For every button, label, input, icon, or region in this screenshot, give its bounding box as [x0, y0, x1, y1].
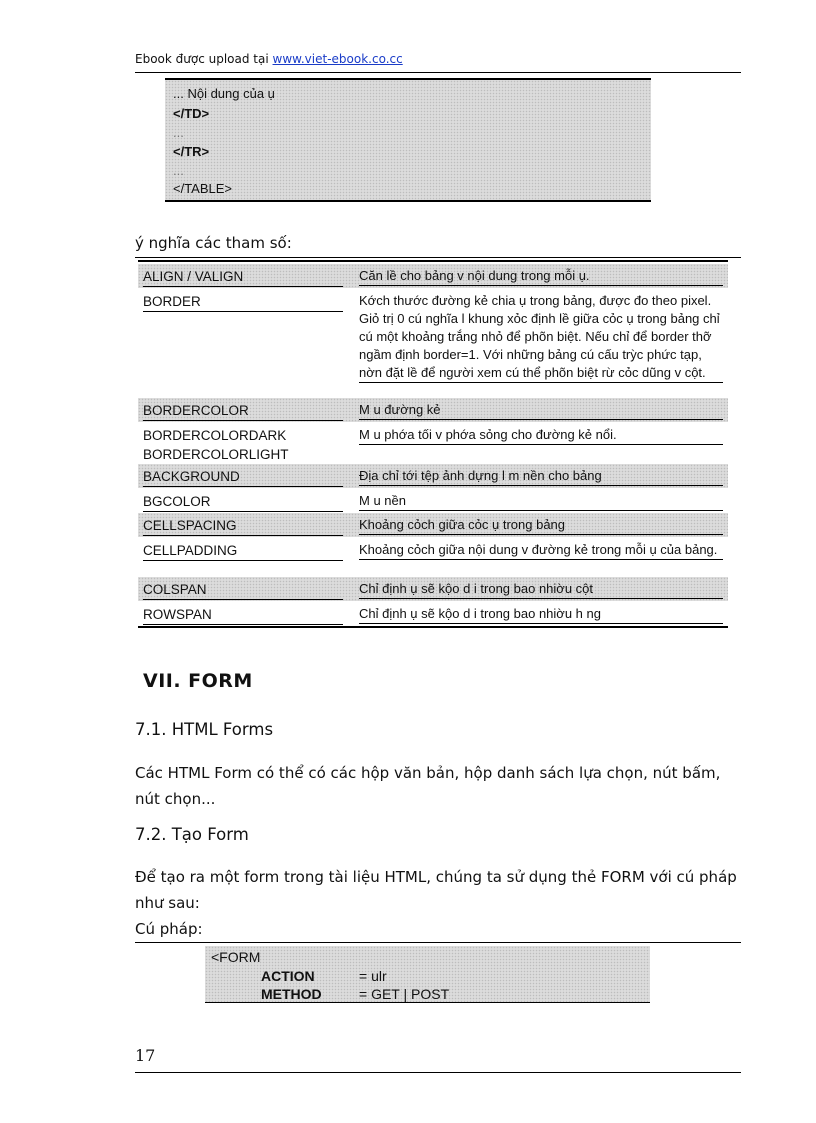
header-text: Ebook được upload tại [135, 52, 273, 66]
param-value: M u nền [359, 492, 723, 511]
subsection-heading: 7.2. Tạo Form [135, 825, 249, 844]
param-value: Chỉ định ụ sẽ kộo d i trong bao nhiờu cột [359, 580, 723, 599]
code-block-form-syntax [205, 946, 650, 1003]
table-row [138, 423, 728, 463]
table-row [138, 577, 728, 601]
code-line: ... [173, 125, 184, 140]
page-header [135, 52, 403, 66]
param-key: CELLSPACING [143, 516, 343, 536]
footer-divider [135, 1072, 741, 1073]
page-number: 17 [135, 1046, 156, 1065]
table-row [138, 602, 728, 624]
table-row [138, 489, 728, 512]
param-value: Khoảng cỏch giữa cỏc ụ trong bảng [359, 516, 723, 535]
param-key: BORDERCOLORDARK BORDERCOLORLIGHT [143, 426, 343, 465]
divider [135, 942, 741, 943]
param-key: CELLPADDING [143, 541, 343, 561]
param-key: BACKGROUND [143, 467, 343, 487]
params-title: ý nghĩa các tham số: [135, 234, 292, 252]
code-line: ... [173, 163, 184, 178]
param-value: Địa chỉ tới tệp ảnh dựng l m nền cho bảng [359, 467, 723, 486]
code-line: </TR> [173, 144, 210, 159]
code-block-table-end [165, 78, 651, 202]
table-row [138, 464, 728, 488]
code-key: ACTION [261, 968, 315, 984]
table-row [138, 264, 728, 288]
param-value: Căn lề cho bảng v nội dung trong mỗi ụ. [359, 267, 723, 286]
divider [135, 257, 741, 258]
code-value: = GET | POST [359, 986, 450, 1002]
code-line: </TD> [173, 106, 210, 121]
param-key: ROWSPAN [143, 605, 343, 625]
code-key: METHOD [261, 986, 322, 1002]
param-key: COLSPAN [143, 580, 343, 600]
code-line: <FORM [211, 949, 261, 965]
table-row [138, 538, 728, 576]
param-value: Khoảng cỏch giữa nội dung v đường kẻ trong mỗi ụ của bảng. [359, 541, 723, 560]
code-value: = ulr [359, 968, 387, 984]
param-key: BORDER [143, 292, 343, 312]
table-row [138, 289, 728, 397]
table-row [138, 398, 728, 422]
table-row [138, 513, 728, 537]
param-value: M u phớa tối v phớa sỏng cho đường kẻ nổi. [359, 426, 723, 445]
code-line: ... Nội dung của ụ [173, 86, 275, 101]
param-value: Kớch thước đường kẻ chia ụ trong bảng, được đo theo pixel. Giỏ trị 0 cú nghĩa l khung xỏc định lề giữa cỏc ụ trong bảng chỉ cú một khoảng trắng nhỏ để phõn biệt. Nếu chỉ để border thỡ ngầm định border=1. Với những bảng cú cấu trỳc phức tạp, nờn đặt lề để người xem cú thể phõn biệt rừ cỏc dũng v cột. [359, 292, 723, 383]
subsection-heading: 7.1. HTML Forms [135, 720, 274, 739]
paragraph: Để tạo ra một form trong tài liệu HTML, chúng ta sử dụng thẻ FORM với cú pháp như sau: [135, 868, 737, 912]
param-key: ALIGN / VALIGN [143, 267, 343, 287]
params-table [138, 260, 728, 628]
paragraph: Các HTML Form có thể có các hộp văn bản, hộp danh sách lựa chọn, nút bấm, nút chọn... [135, 764, 721, 808]
param-value: M u đường kẻ [359, 401, 723, 420]
header-divider [135, 72, 741, 73]
code-line: </TABLE> [173, 181, 233, 196]
syntax-label: Cú pháp: [135, 920, 203, 938]
section-heading: VII. FORM [143, 670, 253, 692]
param-value: Chỉ định ụ sẽ kộo d i trong bao nhiờu h ng [359, 605, 723, 624]
header-link[interactable]: www.viet-ebook.co.cc [272, 52, 403, 66]
param-key: BORDERCOLOR [143, 401, 343, 421]
param-key: BGCOLOR [143, 492, 343, 512]
